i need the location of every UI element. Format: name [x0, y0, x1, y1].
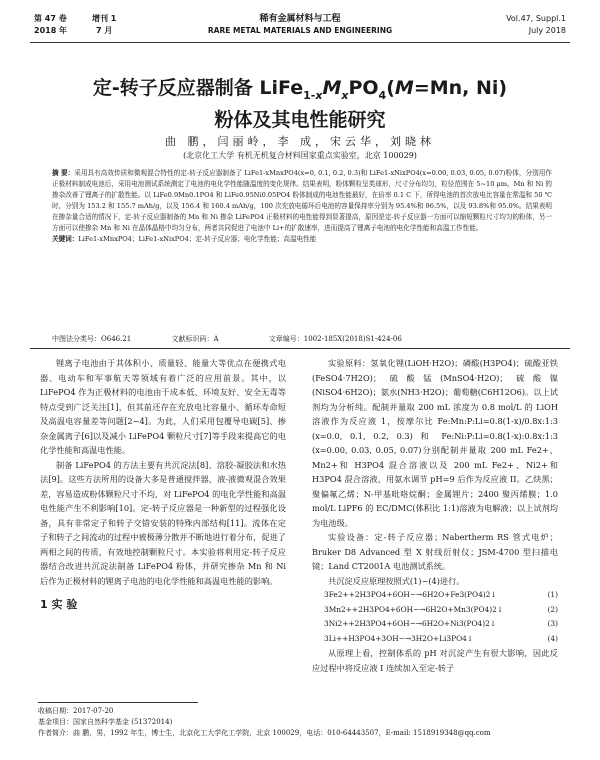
abstract-rule	[30, 348, 570, 349]
equipment-paragraph: 实验设备：定-转子反应器；Nabertherm RS 管式电炉；Bruker D8 Advanced 型 X 射线衍射仪；JSM-4700 型扫描电镜；Land CT2001A 电池测试系统。	[312, 532, 558, 571]
footnote-rule	[38, 702, 198, 703]
keywords: LiFe1-xMnxPO4；LiFe1-xNixPO4；定-转子反应器；电化学性能；高温电性能	[78, 235, 317, 243]
abstract	[52, 168, 552, 245]
equation-4	[312, 632, 558, 647]
equation-2-number: (2)	[547, 604, 558, 614]
article-number: 文章编号：1002-185X(2018)S1-424-06	[268, 335, 402, 343]
intro-paragraph-1: 锂离子电池由于其体积小、质量轻、能量大等优点在便携式电器、电动车和军事航天等领域有着广泛的应用前景。其中，以 LiFePO4 作为正极材料的电池由于成本低、环境友好、安全无毒等特点受到广泛关注[1]，但其前还存在充放电比容量小、循环寿命短及高温电容量差等问题[2~4]。为此，人们采用包覆导电碳[5]、掺杂金属离子[6]以及减小 LiFePO4 颗粒尺寸[7]等手段来提高它的电化学性能和高温电性能。	[40, 358, 286, 455]
equation-2-expr: 3Mn2++2H3PO4+6OH−→6H2O+Mn3(PO4)2↓	[324, 604, 504, 614]
header-date-en: July 2018	[528, 26, 566, 35]
section-heading-experiment: 1 实 验	[40, 598, 78, 611]
intro-paragraph-2: 制备 LiFePO4 的方法主要有共沉淀法[8]、溶胶-凝胶法和水热法[9]。这些方法所用的设备大多是普通搅拌器，液-液微观混合效果差，容易造成粉体颗粒尺寸不均，对 LiFePO4 的电化学性能和高温电性能产生不利影响[10]。定-转子反应器是一种新型的过程强化设备，具有非常定子和转子交错安装的特殊内部结构[11]。流体在定子和转子之间流动的过程中被极薄分散并不断地进行着分布，促进了两相之间的传质，有效地控制颗粒尺寸。本实验将利用定-转子反应器结合改进共沉淀法制备 LiFePO4 粉体，并研究掺杂 Mn 和 Ni 后作为正极材料的锂离子电池的电化学性能和高温电性能的影响。	[40, 459, 286, 586]
footnotes	[38, 706, 568, 739]
document-code: 文献标识码：A	[171, 335, 219, 343]
header-journal-cn: 稀有金属材料与工程	[259, 14, 341, 24]
reaction-intro: 共沉淀反应原理按照式(1)~(4)进行。	[328, 575, 465, 586]
header-issue: 增刊 1	[92, 14, 117, 23]
keywords-label: 关键词：	[52, 235, 79, 243]
header-month-cn: 7 月	[96, 26, 113, 35]
title-line-2: 粉体及其电性能研究	[214, 108, 386, 131]
left-column	[40, 356, 286, 613]
received-date: 收稿日期：2017-07-20	[38, 707, 114, 715]
header-rule	[30, 42, 570, 43]
author-list: 曲 鹏，闫丽岭，李 成，宋云华，刘晓林	[165, 135, 435, 148]
running-header	[30, 12, 570, 40]
equation-3-number: (3)	[547, 619, 558, 628]
author-bio: 作者简介：曲 鹏，男，1992 年生，博士生，北京化工大学化工学院，北京 100029，电话：010-64443507，E-mail: 1518919348@qq.com	[38, 729, 491, 737]
header-volume: 第 47 卷	[34, 14, 67, 23]
header-year-cn: 2018 年	[34, 26, 68, 35]
fund-info: 基金项目：国家自然科学基金 (51372014)	[38, 718, 173, 726]
clc-number: 中图法分类号：O646.21	[52, 335, 132, 343]
affiliation: (北京化工大学 有机无机复合材料国家重点实验室，北京 100029)	[183, 151, 417, 160]
title-line-1: 定-转子反应器制备 $LiFe_{1-x}M_xPO_4(M=Mn$, Ni)	[92, 77, 508, 102]
header-journal-en: RARE METAL MATERIALS AND ENGINEERING	[207, 26, 393, 35]
equation-4-expr: 3Li++H3PO4+3OH−→3H2O+Li3PO4↓	[324, 633, 474, 643]
abstract-label: 摘 要：	[52, 169, 75, 177]
classification-line	[52, 334, 552, 344]
equation-4-number: (4)	[547, 633, 558, 643]
materials-paragraph: 实验原料：氢氧化锂(LiOH·H2O)；磷酸(H3PO4)；硫酸亚铁(FeSO4·7H2O)；硫酸锰(MnSO4·H2O)；硫酸镍(NiSO4·6H2O)；氨水(NH3·H2O)；葡萄糖(C6H12O6)。以上试剂均为分析纯。配制并量取 200 mL 浓度为 0.8 mol/L 的 LiOH 溶液作为反应液 1，按摩尔比 Fe:Mn:P:Li=0.8(1-x)/0.8x:1:3 (x=0.0, 0.1, 0.2, 0.3) 和 Fe:Ni:P:Li=0.8(1-x):0.8x:1:3 (x=0.00, 0.03, 0.05, 0.07)分别配制并量取 200 mL Fe2+、Mn2+和 H3PO4 混合溶液以及 200 mL Fe2+、Ni2+和 H3PO4 混合溶液，用氨水调节 pH=9 后作为反应液 II。乙炔黑；聚偏氟乙烯；N-甲基吡咯烷酮；金属锂片；2400 聚丙烯膜；1.0 mol/L LiPF6 的 EC/DMC(体积比 1:1)溶液为电解液；以上试剂均为电池级。	[312, 358, 558, 528]
equation-1-expr: 3Fe2++2H3PO4+6OH−→6H2O+Fe3(PO4)2↓	[324, 590, 497, 599]
equation-2	[312, 603, 558, 618]
equation-1	[312, 588, 558, 603]
equation-3	[312, 617, 558, 632]
abstract-text: 采用具有高效传质和微观混合特性的定-转子反应器制备了 LiFe1-xMnxPO4(x=0, 0.1, 0.2, 0.3)和 LiFe1-xNixPO4(x=0.00, 0.03, 0.05, 0.07)粉体，分别用作正极材料制成电池后，采用电池测试系统测定了电池的电化学性能随温度的变化规律。结果表明，粉体颗粒呈类球形，尺寸分布均匀，粒径范围在 5~10 μm。Mn 和 Ni 的掺杂改善了锂离子的扩散性能。以 LiFe0.9Mn0.1PO4 和 LiFe0.95Ni0.05PO4 粉体制成的电池性能最好，在倍率 0.1 C 下，所得电池的首次放电比容量在常温和 50 ℃ 时，分别为 153.2 和 155.7 mAh/g，以及 156.4 和 160.4 mAh/g，100 次充放电循环后电池的容量保持率分别为 95.4%和 96.5%，以及 93.8%和 95.0%。结果表明在掺杂量合适的情况下，定-转子反应器制备的 Mn 和 Ni 掺杂 LiFePO4 正极材料的电性能得到显著提高，原因是定-转子反应器一方面可以缩短颗粒尺寸均匀的粉体，另一方面可以使掺杂 Mn 和 Ni 在晶体晶格中均匀分布，两者共同促进了电池中 Li+的扩散速率，进而提高了锂离子电池的电化学性能和高温工作性能。	[52, 169, 553, 232]
equation-1-number: (1)	[547, 590, 558, 599]
paper-title	[40, 76, 560, 132]
right-column	[312, 356, 558, 675]
equation-3-expr: 3Ni2++2H3PO4+6OH−→6H2O+Ni3(PO4)2↓	[324, 619, 497, 628]
ph-paragraph: 从原理上看，控制体系的 pH 对沉淀产生有很大影响，因此反应过程中将反应液 I 连续加入至定-转子	[312, 648, 558, 673]
header-vol-en: Vol.47, Suppl.1	[506, 14, 566, 23]
